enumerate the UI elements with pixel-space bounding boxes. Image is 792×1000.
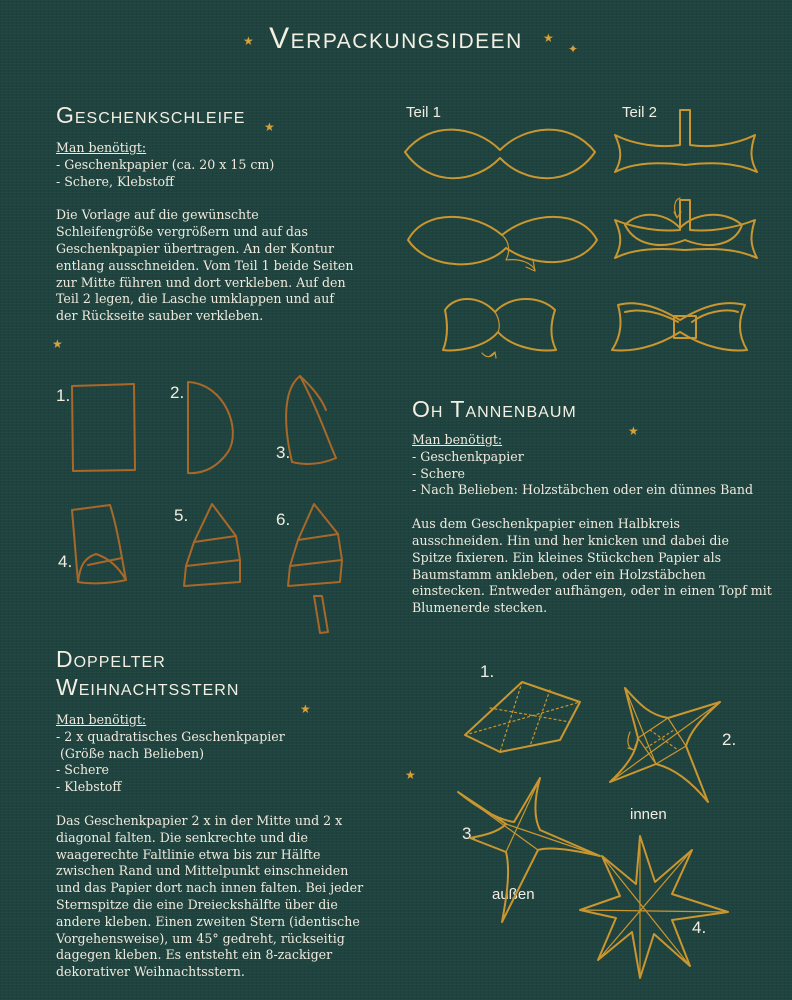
star-step-number: 4. <box>692 918 707 937</box>
bow-materials <box>56 157 356 191</box>
decor-star-icon: ✦ <box>568 42 579 56</box>
star-label-inside: innen <box>630 806 667 823</box>
material-item: (Größe nach Belieben) <box>60 745 204 761</box>
material-item: - Klebstoff <box>56 779 122 795</box>
tree-step-number: 4. <box>58 552 73 571</box>
tree-step-number: 1. <box>56 386 71 405</box>
tree-step1-paper <box>72 384 135 471</box>
star-step-number: 1. <box>480 662 495 681</box>
tree-step-number: 2. <box>170 383 185 402</box>
star-needed-label: Man benötigt: <box>56 712 147 727</box>
decor-star-icon: ★ <box>300 702 311 716</box>
bow-part1-label: Teil 1 <box>406 104 442 121</box>
tree-step4-folding <box>72 505 126 583</box>
star-heading-line1: Doppelter <box>56 646 166 672</box>
decor-star-icon: ★ <box>628 424 639 438</box>
star-label-outside: außen <box>492 886 535 903</box>
material-item: - Geschenkpapier (ca. 20 x 15 cm) <box>56 156 275 172</box>
tree-step-number: 5. <box>174 506 189 525</box>
material-item: - Schere <box>412 465 465 481</box>
material-item: - Nach Belieben: Holzstäbchen oder ein dünnes Band <box>412 482 754 498</box>
tree-step3-cone <box>286 376 336 464</box>
star-instructions: Das Geschenkpapier 2 x in der Mitte und 2 x diagonal falten. Die senkrechte und die waagerechte Faltlinie etwa bis zur Hälfte zwischen Rand und Mittelpunkt einschneiden und das Papier dort nach innen falten. Bei jeder Sternspitze die eine Dreieckshälfte über die andere kleben. Einen zweiten Stern (identische Vorgehensweise), um 45° gedreht, rückseitig dagegen kleben. Es entsteht ein 8-zackiger dekorativer Weihnachtsstern. <box>56 812 364 980</box>
tree-heading: Oh Tannenbaum <box>412 396 577 422</box>
star-heading-line2: Weihnachtsstern <box>56 674 240 700</box>
tree-section <box>412 432 772 617</box>
bow-part2-label: Teil 2 <box>622 104 658 121</box>
tree-instructions: Aus dem Geschenkpapier einen Halbkreis ausschneiden. Hin und her knicken und dabei die Spitze fixieren. Ein kleines Stückchen Papier als Baumstamm ankleben, oder ein Holzstäbchen einstecken. Entweder aufhängen, oder in einen Topf mit Blumenerde stecken. <box>412 516 772 616</box>
tree-needed-label: Man benötigt: <box>412 432 503 447</box>
bow-part2-assembled <box>615 198 757 258</box>
bow-instructions: Die Vorlage auf die gewünschte Schleifengröße vergrößern und auf das Geschenkpapier übertragen. An der Kontur entlang ausschneiden. Vom Teil 1 beide Seiten zur Mitte führen und dort verkleben. Auf den Teil 2 legen, die Lasche umklappen und auf der Rückseite sauber verkleben. <box>56 207 354 324</box>
star-materials <box>56 729 376 796</box>
star-step4-eight-point-star <box>580 836 728 978</box>
decor-star-icon: ★ <box>264 120 275 134</box>
decor-star-icon: ★ <box>52 337 63 351</box>
bow-needed-label: Man benötigt: <box>56 140 147 155</box>
decor-star-icon: ★ <box>243 34 254 48</box>
tree-step-number: 3. <box>276 443 291 462</box>
material-item: - Geschenkpapier <box>412 448 524 464</box>
star-step-number: 2. <box>722 730 737 749</box>
tree-step5-tree <box>184 504 240 586</box>
bow-finished-back <box>612 303 747 350</box>
bow-sketches <box>390 100 780 370</box>
material-item: - 2 x quadratisches Geschenkpapier <box>56 728 285 744</box>
bow-section <box>56 140 356 325</box>
bow-part1-folded <box>408 217 597 271</box>
bow-heading: Geschenkschleife <box>56 102 246 128</box>
decor-star-icon: ★ <box>543 31 554 45</box>
tree-sketches <box>60 370 360 645</box>
bow-part2-template <box>615 110 757 172</box>
star-step-number: 3. <box>462 824 477 843</box>
material-item: - Schere <box>56 762 109 778</box>
page-title: Verpackungsideen <box>269 22 523 55</box>
bow-part1-template <box>405 130 595 179</box>
decor-star-icon: ★ <box>405 768 416 782</box>
material-item: - Schere, Klebstoff <box>56 173 174 189</box>
star-section <box>56 712 376 981</box>
tree-materials <box>412 449 772 499</box>
tree-step2-halfcircle <box>188 382 233 473</box>
star-step2-inside <box>610 688 720 802</box>
star-step3-outside <box>458 778 600 922</box>
tree-step6-tree-with-trunk <box>288 504 342 633</box>
star-sketches <box>450 660 780 980</box>
star-step1-folded-paper <box>465 682 580 752</box>
bow-finished-front <box>443 299 556 358</box>
tree-step-number: 6. <box>276 510 291 529</box>
